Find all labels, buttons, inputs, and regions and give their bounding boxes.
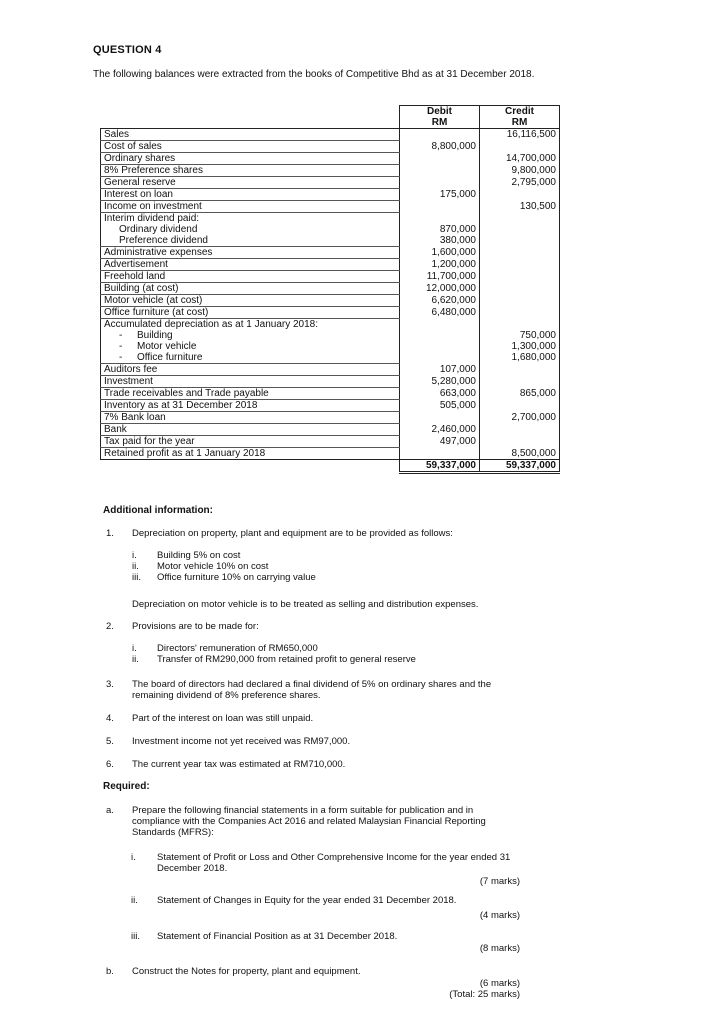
row-credit: 16,116,500 <box>480 129 560 141</box>
row-description: Retained profit as at 1 January 2018 <box>101 448 400 460</box>
row-debit <box>400 412 480 424</box>
info-text: Investment income not yet received was RM97,000. <box>132 736 351 747</box>
info-text: Provisions are to be made for: <box>132 621 259 632</box>
req-iii-text: Statement of Financial Position as at 31 December 2018. <box>157 931 398 942</box>
accum-furniture-credit: 1,680,000 <box>480 352 560 364</box>
table-row <box>101 129 560 141</box>
info-number: 6. <box>106 759 114 770</box>
interim-preference: Preference dividend <box>101 235 400 247</box>
row-debit: 6,620,000 <box>400 295 480 307</box>
table-row <box>101 271 560 283</box>
header-debit: Debit <box>400 106 480 118</box>
row-debit: 11,700,000 <box>400 271 480 283</box>
row-description: Auditors fee <box>101 364 400 376</box>
info-text: Depreciation on motor vehicle is to be treated as selling and distribution expenses. <box>132 599 479 610</box>
interim-title: Interim dividend paid: <box>101 213 400 225</box>
row-description: Cost of sales <box>101 141 400 153</box>
row-credit: 130,500 <box>480 201 560 213</box>
req-roman: ii. <box>131 895 138 906</box>
row-description: Bank <box>101 424 400 436</box>
row-description: Ordinary shares <box>101 153 400 165</box>
row-debit: 175,000 <box>400 189 480 201</box>
row-description: Interest on loan <box>101 189 400 201</box>
req-a-text: Prepare the following financial statements in a form suitable for publication and in compliance with the Companies Act 2016 and related Malaysian Financial Reporting Standards (MFRS): <box>132 805 486 838</box>
row-credit <box>480 400 560 412</box>
table-group-3 <box>101 364 560 460</box>
req-i-text: Statement of Profit or Loss and Other Comprehensive Income for the year ended 31 December 2018. <box>157 852 511 874</box>
row-credit <box>480 424 560 436</box>
row-credit <box>480 295 560 307</box>
row-debit: 1,600,000 <box>400 247 480 259</box>
accum-building <box>101 330 400 341</box>
table-row <box>101 189 560 201</box>
table-row <box>101 376 560 388</box>
row-debit <box>400 448 480 460</box>
info-subitem <box>132 550 316 561</box>
intro-text: The following balances were extracted from the books of Competitive Bhd as at 31 December 2018. <box>93 69 535 80</box>
req-iii-marks: (8 marks) <box>479 943 520 954</box>
row-description: Advertisement <box>101 259 400 271</box>
req-total-marks: (Total: 25 marks) <box>449 989 520 1000</box>
info-text: The board of directors had declared a final dividend of 5% on ordinary shares and the remaining dividend of 8% preference shares. <box>132 679 492 701</box>
roman-numeral: i. <box>132 550 137 561</box>
row-debit: 12,000,000 <box>400 283 480 295</box>
row-credit: 2,795,000 <box>480 177 560 189</box>
info-number: 1. <box>106 528 114 539</box>
info-subitem <box>132 654 416 665</box>
row-description: Inventory as at 31 December 2018 <box>101 400 400 412</box>
row-debit: 2,460,000 <box>400 424 480 436</box>
row-description: Income on investment <box>101 201 400 213</box>
row-description: General reserve <box>101 177 400 189</box>
subitem-text: Motor vehicle 10% on cost <box>157 561 269 572</box>
row-description: Office furniture (at cost) <box>101 307 400 319</box>
table-row <box>101 153 560 165</box>
info-subitem <box>132 643 416 654</box>
subitem-text: Building 5% on cost <box>157 550 241 561</box>
total-credit: 59,337,000 <box>480 460 560 473</box>
table-group-1 <box>101 129 560 213</box>
table-row <box>101 141 560 153</box>
row-credit <box>480 364 560 376</box>
info-subitems <box>132 550 316 583</box>
required-title: Required: <box>103 781 150 792</box>
accum-title: Accumulated depreciation as at 1 January 2018: <box>101 319 400 331</box>
total-debit: 59,337,000 <box>400 460 480 473</box>
row-description: Administrative expenses <box>101 247 400 259</box>
row-description: 7% Bank loan <box>101 412 400 424</box>
subitem-text: Office furniture 10% on carrying value <box>157 572 316 583</box>
table-row <box>101 201 560 213</box>
accum-building-credit: 750,000 <box>480 330 560 341</box>
row-debit: 1,200,000 <box>400 259 480 271</box>
row-debit: 8,800,000 <box>400 141 480 153</box>
info-text: The current year tax was estimated at RM710,000. <box>132 759 346 770</box>
roman-numeral: i. <box>132 643 137 654</box>
row-debit: 107,000 <box>400 364 480 376</box>
table-row <box>101 307 560 319</box>
table-row <box>101 364 560 376</box>
accum-motor <box>101 341 400 352</box>
subitem-text: Directors' remuneration of RM650,000 <box>157 643 318 654</box>
row-debit <box>400 201 480 213</box>
row-debit: 5,280,000 <box>400 376 480 388</box>
row-debit <box>400 153 480 165</box>
row-credit: 14,700,000 <box>480 153 560 165</box>
bullet-dash: - <box>119 341 123 352</box>
row-credit: 2,700,000 <box>480 412 560 424</box>
info-number: 4. <box>106 713 114 724</box>
accum-motor-credit: 1,300,000 <box>480 341 560 352</box>
interim-ordinary-debit: 870,000 <box>400 224 480 235</box>
row-debit <box>400 177 480 189</box>
table-row <box>101 283 560 295</box>
table-row <box>101 448 560 460</box>
req-b-text: Construct the Notes for property, plant and equipment. <box>132 966 361 977</box>
req-roman: i. <box>131 852 136 863</box>
row-debit: 663,000 <box>400 388 480 400</box>
roman-numeral: ii. <box>132 654 139 665</box>
row-debit: 505,000 <box>400 400 480 412</box>
info-subitem <box>132 572 316 583</box>
req-i-marks: (7 marks) <box>479 876 520 887</box>
table-row <box>101 165 560 177</box>
subitem-text: Transfer of RM290,000 from retained profit to general reserve <box>157 654 416 665</box>
info-text: Part of the interest on loan was still unpaid. <box>132 713 314 724</box>
table-row <box>101 400 560 412</box>
row-credit: 865,000 <box>480 388 560 400</box>
accum-furniture <box>101 352 400 364</box>
table-row <box>101 412 560 424</box>
req-ii-marks: (4 marks) <box>479 910 520 921</box>
header-credit-unit: RM <box>480 117 560 129</box>
interim-preference-debit: 380,000 <box>400 235 480 247</box>
question-title: QUESTION 4 <box>93 44 162 56</box>
row-credit <box>480 283 560 295</box>
table-row <box>101 424 560 436</box>
table-row <box>101 247 560 259</box>
info-subitem <box>132 561 316 572</box>
row-credit <box>480 259 560 271</box>
row-credit: 8,500,000 <box>480 448 560 460</box>
row-description: Building (at cost) <box>101 283 400 295</box>
req-letter: a. <box>106 805 114 816</box>
interim-ordinary: Ordinary dividend <box>101 224 400 235</box>
row-credit <box>480 141 560 153</box>
req-letter: b. <box>106 966 114 977</box>
row-debit <box>400 129 480 141</box>
trial-balance-table <box>100 105 560 474</box>
bullet-dash: - <box>119 330 123 341</box>
row-description: Motor vehicle (at cost) <box>101 295 400 307</box>
req-b-marks: (6 marks) <box>479 978 520 989</box>
bullet-dash: - <box>119 352 123 363</box>
info-number: 3. <box>106 679 114 690</box>
roman-numeral: ii. <box>132 561 139 572</box>
row-credit <box>480 307 560 319</box>
accum-furniture-label: Office furniture <box>137 352 203 363</box>
row-description: Investment <box>101 376 400 388</box>
row-credit <box>480 376 560 388</box>
accum-building-label: Building <box>137 330 173 341</box>
additional-info-title: Additional information: <box>103 505 213 516</box>
row-credit <box>480 271 560 283</box>
row-description: Sales <box>101 129 400 141</box>
roman-numeral: iii. <box>132 572 141 583</box>
row-credit <box>480 247 560 259</box>
table-group-2 <box>101 247 560 319</box>
row-description: Freehold land <box>101 271 400 283</box>
accum-motor-label: Motor vehicle <box>137 341 197 352</box>
info-number: 2. <box>106 621 114 632</box>
row-credit <box>480 436 560 448</box>
table-row <box>101 177 560 189</box>
info-subitems <box>132 643 416 665</box>
req-ii-text: Statement of Changes in Equity for the year ended 31 December 2018. <box>157 895 457 906</box>
row-debit: 6,480,000 <box>400 307 480 319</box>
info-text: Depreciation on property, plant and equipment are to be provided as follows: <box>132 528 453 539</box>
header-credit: Credit <box>480 106 560 118</box>
header-debit-unit: RM <box>400 117 480 129</box>
table-row <box>101 388 560 400</box>
table-row <box>101 436 560 448</box>
row-credit: 9,800,000 <box>480 165 560 177</box>
row-description: 8% Preference shares <box>101 165 400 177</box>
row-description: Tax paid for the year <box>101 436 400 448</box>
row-debit: 497,000 <box>400 436 480 448</box>
row-debit <box>400 165 480 177</box>
row-description: Trade receivables and Trade payable <box>101 388 400 400</box>
info-number: 5. <box>106 736 114 747</box>
table-row <box>101 259 560 271</box>
row-credit <box>480 189 560 201</box>
table-row <box>101 295 560 307</box>
req-roman: iii. <box>131 931 140 942</box>
